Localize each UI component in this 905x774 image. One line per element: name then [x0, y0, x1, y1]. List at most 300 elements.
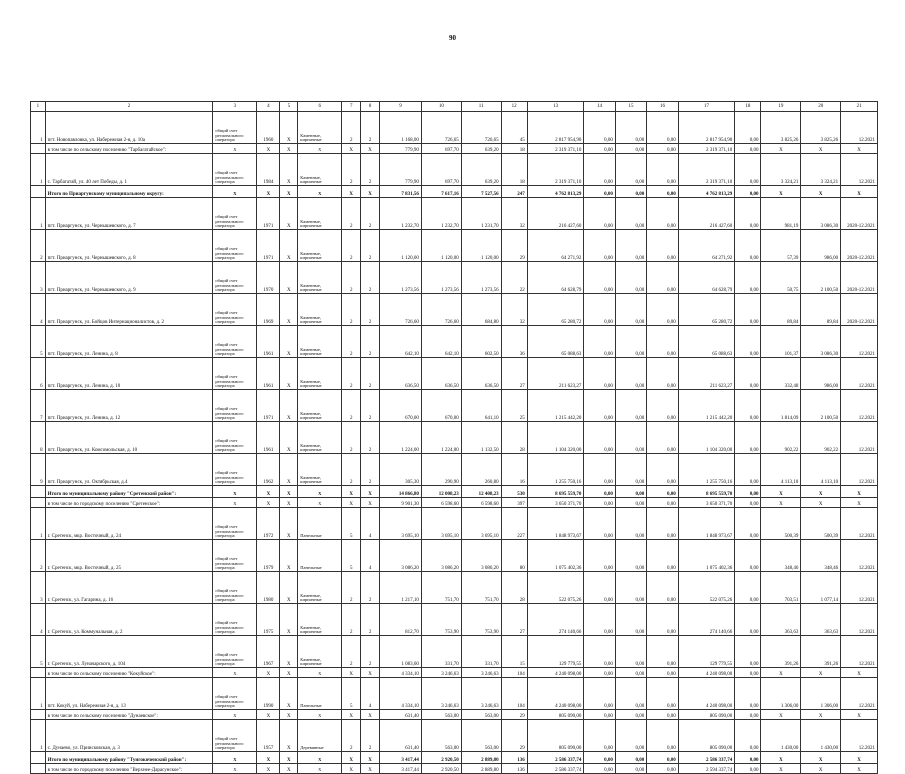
table-cell: 0,00	[615, 720, 646, 752]
table-cell: 805 090,00	[527, 720, 584, 752]
table-cell: Х	[342, 752, 361, 764]
table-cell	[31, 144, 46, 154]
table-cell: 101,37	[761, 326, 801, 358]
table-cell: Х	[361, 486, 380, 498]
table-cell: 0,00	[615, 604, 646, 636]
table-cell: 1 232,70	[421, 198, 461, 230]
table-cell: 0,00	[584, 604, 615, 636]
table-cell: общий счет регионального оператора	[213, 112, 257, 144]
table-cell: 684,80	[461, 294, 501, 326]
table-cell: Х	[213, 668, 257, 678]
table-cell: 1 848 973,67	[678, 508, 735, 540]
table-cell: с. Дунаево, ул. Приисковская, д. 3	[45, 720, 213, 752]
table-cell: общий счет регионального оператора	[213, 154, 257, 186]
table-cell: 0,00	[735, 262, 761, 294]
table-cell: общий счет регионального оператора	[213, 572, 257, 604]
header-cell: 10	[421, 102, 461, 112]
table-cell: Х	[257, 752, 280, 764]
table-cell: 2	[361, 454, 380, 486]
page-number: 90	[449, 34, 456, 42]
table-cell: 0,00	[647, 186, 678, 198]
table-cell: 1	[31, 720, 46, 752]
table-cell: 1 273,56	[380, 262, 422, 294]
table-cell: Х	[342, 498, 361, 508]
table-cell: 0,00	[735, 720, 761, 752]
table-cell: Каменные, кирпичные	[298, 294, 342, 326]
table-cell: 1967	[257, 636, 280, 668]
table-cell: 0,00	[735, 486, 761, 498]
table-cell: 642,10	[421, 326, 461, 358]
table-cell: 0,00	[584, 454, 615, 486]
table-cell: Х	[298, 752, 342, 764]
table-cell: 6	[31, 358, 46, 390]
table-cell: 391,26	[801, 636, 841, 668]
table-cell: Итого по муниципальному району "Сретенский район":	[45, 486, 213, 498]
table-cell: общий счет регионального оператора	[213, 720, 257, 752]
table-cell: Х	[280, 144, 298, 154]
table-cell: 8	[31, 422, 46, 454]
table-cell: г. Сретенск, ул. Луначарского, д. 104	[45, 636, 213, 668]
table-cell: 0,00	[584, 144, 615, 154]
table-cell: 28	[501, 422, 527, 454]
table-cell: Каменные, кирпичные	[298, 604, 342, 636]
table-cell: 0,00	[584, 636, 615, 668]
table-cell: 2	[342, 720, 361, 752]
table-cell: 4 240 098,00	[527, 668, 584, 678]
table-cell: Х	[841, 668, 878, 678]
table-cell: 2 319 371,10	[527, 144, 584, 154]
table-cell: Итого по муниципальному району "Тунгокоченский район":	[45, 752, 213, 764]
table-cell: Х	[342, 710, 361, 720]
table-row	[31, 636, 878, 668]
table-cell: 1 306,00	[761, 678, 801, 710]
table-cell: Х	[280, 422, 298, 454]
table-cell: 348,46	[761, 540, 801, 572]
table-cell: Х	[257, 764, 280, 774]
table-cell: Х	[280, 764, 298, 774]
header-cell: 5	[280, 102, 298, 112]
table-cell: пгт. Приаргунск, ул. Ленина, д. 10	[45, 358, 213, 390]
table-cell: 65 280,72	[527, 294, 584, 326]
table-cell: 12.2021	[841, 572, 878, 604]
table-cell: 0,00	[615, 636, 646, 668]
table-cell: 0,00	[584, 710, 615, 720]
table-cell: 89,84	[761, 294, 801, 326]
table-cell: 0,00	[735, 154, 761, 186]
table-cell: 2020-12.2021	[841, 262, 878, 294]
table-cell: 1 132,50	[461, 422, 501, 454]
table-cell: 812,70	[380, 604, 422, 636]
table-cell	[31, 186, 46, 198]
table-cell: 45	[501, 112, 527, 144]
table-cell: Каменные, кирпичные	[298, 262, 342, 294]
subtotal-row	[31, 668, 878, 678]
table-cell: 1 083,60	[380, 636, 422, 668]
table-cell: общий счет регионального оператора	[213, 454, 257, 486]
table-cell: 0,00	[647, 764, 678, 774]
table-cell: 2 920,50	[421, 752, 461, 764]
table-cell: 4	[361, 540, 380, 572]
table-cell: Х	[280, 508, 298, 540]
table-cell: 3	[31, 572, 46, 604]
table-cell: 2	[342, 262, 361, 294]
table-cell: 2	[342, 294, 361, 326]
table-cell: 4 762 813,29	[678, 186, 735, 198]
table-cell: Х	[342, 144, 361, 154]
table-cell: 0,00	[584, 262, 615, 294]
table-cell: 12.2021	[841, 540, 878, 572]
table-cell: Х	[213, 764, 257, 774]
table-row	[31, 508, 878, 540]
table-cell: пгт. Приаргунск, ул. Комсомольская, д. 10	[45, 422, 213, 454]
table-cell: 1990	[257, 678, 280, 710]
table-cell: 1 120,00	[461, 230, 501, 262]
table-cell: 0,00	[735, 540, 761, 572]
table-cell: Х	[342, 186, 361, 198]
table-cell: 0,00	[735, 604, 761, 636]
table-cell: 697,70	[421, 144, 461, 154]
table-cell: 12 408,23	[461, 486, 501, 498]
table-cell: 331,70	[461, 636, 501, 668]
table-cell: 3 825,26	[761, 112, 801, 144]
table-cell: Х	[213, 144, 257, 154]
table-cell: 0,00	[735, 636, 761, 668]
table-cell: 0,00	[615, 144, 646, 154]
table-cell: 0,00	[647, 422, 678, 454]
table-cell: Х	[280, 230, 298, 262]
table-cell: 3 695,10	[461, 508, 501, 540]
table-cell: Х	[257, 498, 280, 508]
table-cell: 36	[501, 326, 527, 358]
table-cell: Х	[213, 498, 257, 508]
table-cell: 639,20	[461, 144, 501, 154]
table-cell: 602,50	[461, 326, 501, 358]
table-cell: пгт. Новопавловка, ул. Набережная 2-я, д. 10а	[45, 112, 213, 144]
table-cell: 2	[31, 230, 46, 262]
table-cell: 0,00	[615, 422, 646, 454]
table-cell: 1 848 973,67	[527, 508, 584, 540]
table-cell: 363,63	[761, 604, 801, 636]
table-cell	[31, 668, 46, 678]
table-cell: 0,00	[735, 508, 761, 540]
table-cell: Х	[761, 710, 801, 720]
table-cell: 0,00	[615, 112, 646, 144]
table-cell: Х	[298, 764, 342, 774]
table-cell: 0,00	[584, 198, 615, 230]
table-cell: 29	[501, 720, 527, 752]
table-cell: 12.2021	[841, 454, 878, 486]
table-cell: 805 090,00	[678, 720, 735, 752]
table-cell: Х	[257, 144, 280, 154]
table-cell: 522 075,26	[678, 572, 735, 604]
total-row	[31, 752, 878, 764]
table-row	[31, 262, 878, 294]
table-cell: общий счет регионального оператора	[213, 198, 257, 230]
table-cell: Х	[298, 486, 342, 498]
table-cell	[31, 710, 46, 720]
table-cell	[31, 752, 46, 764]
table-cell: 57,39	[761, 230, 801, 262]
table-cell: общий счет регионального оператора	[213, 508, 257, 540]
table-cell: 32	[501, 294, 527, 326]
table-cell: 1984	[257, 154, 280, 186]
table-cell: 8 695 559,70	[527, 486, 584, 498]
table-cell: Х	[298, 186, 342, 198]
table-cell: 0,00	[647, 678, 678, 710]
table-cell: 1971	[257, 230, 280, 262]
table-cell: 391,26	[761, 636, 801, 668]
table-cell: 0,00	[615, 358, 646, 390]
table-cell: 0,00	[647, 498, 678, 508]
table-cell: 9	[31, 454, 46, 486]
table-cell: 0,00	[735, 710, 761, 720]
table-cell: 0,00	[615, 154, 646, 186]
table-cell: 986,00	[801, 358, 841, 390]
table-cell: 2	[342, 572, 361, 604]
table-cell: 331,70	[421, 636, 461, 668]
table-cell: 697,70	[421, 154, 461, 186]
table-cell: 0,00	[735, 668, 761, 678]
table-row	[31, 720, 878, 752]
table-cell: 136	[501, 764, 527, 774]
table-cell: 0,00	[735, 390, 761, 422]
table-cell: 3 246,63	[461, 668, 501, 678]
header-cell: 12	[501, 102, 527, 112]
subtotal-row	[31, 144, 878, 154]
table-cell: 2 319 371,10	[678, 154, 735, 186]
table-row	[31, 112, 878, 144]
table-cell: 64 628,79	[527, 262, 584, 294]
table-cell: в том числе по городскому поселению "Верхнее-Дарасунское":	[45, 764, 213, 774]
table-cell: 1 306,00	[801, 678, 841, 710]
table-cell: 0,00	[735, 498, 761, 508]
table-cell: общий счет регионального оператора	[213, 326, 257, 358]
table-cell: г. Сретенск, мкр. Восточный, д. 25	[45, 540, 213, 572]
table-cell: 6 598,60	[461, 498, 501, 508]
table-cell: 1 232,70	[380, 198, 422, 230]
table-cell: Х	[361, 186, 380, 198]
table-cell: общий счет регионального оператора	[213, 262, 257, 294]
table-cell: 0,00	[615, 486, 646, 498]
table-cell: 2	[342, 326, 361, 358]
table-cell: в том числе по сельскому поселению "Дунаевское":	[45, 710, 213, 720]
table-cell: 0,00	[735, 144, 761, 154]
table-cell: Х	[280, 186, 298, 198]
table-cell: Каменные, кирпичные	[298, 154, 342, 186]
table-cell: 2	[361, 198, 380, 230]
table-cell: 2 586 337,74	[678, 752, 735, 764]
total-row	[31, 186, 878, 198]
table-cell: 3 650 371,70	[678, 498, 735, 508]
table-cell: 64 628,79	[678, 262, 735, 294]
table-cell: 2	[361, 154, 380, 186]
table-cell: 4	[31, 604, 46, 636]
table-cell: пгт. Приаргунск, ул. Октябрьская, д.4	[45, 454, 213, 486]
table-cell: Каменные, кирпичные	[298, 636, 342, 668]
table-cell: 1 273,56	[421, 262, 461, 294]
header-cell: 15	[615, 102, 646, 112]
table-cell: 1975	[257, 604, 280, 636]
table-cell: 1 224,00	[421, 422, 461, 454]
table-cell: 1961	[257, 326, 280, 358]
table-cell: 0,00	[735, 454, 761, 486]
table-cell: Х	[298, 498, 342, 508]
table-cell	[31, 498, 46, 508]
table-cell: в том числе по городскому поселению "Сретенское":	[45, 498, 213, 508]
table-cell: 0,00	[584, 678, 615, 710]
table-cell: 2	[361, 230, 380, 262]
table-cell: 2	[342, 390, 361, 422]
table-cell: Х	[761, 752, 801, 764]
table-cell: 0,00	[584, 390, 615, 422]
table-cell: 12.2021	[841, 358, 878, 390]
table-cell: 1 120,00	[380, 230, 422, 262]
table-cell: 2020-12.2021	[841, 294, 878, 326]
header-cell: 19	[761, 102, 801, 112]
table-cell: 753,90	[461, 604, 501, 636]
table-cell: 636,50	[421, 358, 461, 390]
table-cell: 1 224,00	[380, 422, 422, 454]
table-cell: 27	[501, 604, 527, 636]
table-cell: г. Сретенск, мкр. Восточный, д. 24	[45, 508, 213, 540]
table-row	[31, 326, 878, 358]
table-cell: общий счет регионального оператора	[213, 636, 257, 668]
header-cell: 16	[647, 102, 678, 112]
table-cell: Х	[761, 144, 801, 154]
table-cell: 0,00	[615, 230, 646, 262]
table-cell: 0,00	[615, 186, 646, 198]
table-cell: 1979	[257, 540, 280, 572]
table-cell: Х	[213, 186, 257, 198]
header-row	[31, 102, 878, 112]
table-cell: 0,00	[647, 230, 678, 262]
table-cell: 0,00	[615, 508, 646, 540]
table-cell: 28	[501, 572, 527, 604]
table-cell: 726,60	[380, 294, 422, 326]
table-row	[31, 422, 878, 454]
table-cell: 12.2021	[841, 636, 878, 668]
table-cell: 1 104 320,00	[527, 422, 584, 454]
table-cell: 1	[31, 198, 46, 230]
table-cell: 4	[31, 294, 46, 326]
table-cell: 7 831,56	[380, 186, 422, 198]
table-cell: Х	[342, 668, 361, 678]
table-cell: 2	[361, 636, 380, 668]
table-cell: 636,50	[380, 358, 422, 390]
table-cell: 0,00	[584, 154, 615, 186]
table-cell: Панельные	[298, 540, 342, 572]
table-cell: 563,00	[461, 720, 501, 752]
table-cell: 0,00	[647, 710, 678, 720]
table-cell: 2	[342, 198, 361, 230]
table-cell: 9 901,30	[380, 498, 422, 508]
table-cell: 670,00	[421, 390, 461, 422]
table-cell: 563,00	[421, 710, 461, 720]
header-cell: 18	[735, 102, 761, 112]
table-cell: 2	[342, 230, 361, 262]
table-cell: Х	[280, 198, 298, 230]
table-cell: 0,00	[584, 508, 615, 540]
table-cell: 89,84	[801, 294, 841, 326]
table-cell: 0,00	[647, 112, 678, 144]
table-cell: 2 100,50	[801, 262, 841, 294]
table-cell: 274 140,66	[678, 604, 735, 636]
table-cell: 5	[31, 636, 46, 668]
table-cell: Каменные, кирпичные	[298, 422, 342, 454]
table-cell: пгт. Приаргунск, ул. Бойцов Интернационалистов, д. 2	[45, 294, 213, 326]
table-cell: 0,00	[584, 764, 615, 774]
table-cell: Х	[841, 144, 878, 154]
table-cell: 2 586 337,74	[527, 752, 584, 764]
table-cell: 0,00	[735, 764, 761, 774]
table-cell: 12.2021	[841, 112, 878, 144]
table-cell: 64 271,92	[678, 230, 735, 262]
table-cell: 0,00	[584, 572, 615, 604]
table-cell: 0,00	[584, 486, 615, 498]
header-cell: 4	[257, 102, 280, 112]
table-cell: 65 088,63	[678, 326, 735, 358]
table-cell: 0,00	[615, 668, 646, 678]
table-cell: 4 334,10	[380, 668, 422, 678]
table-cell: Х	[761, 764, 801, 774]
table-cell: 129 779,55	[678, 636, 735, 668]
table-cell: Х	[761, 186, 801, 198]
table-cell: 0,00	[647, 198, 678, 230]
table-cell: Х	[257, 486, 280, 498]
table-cell: 0,00	[615, 540, 646, 572]
table-cell: 0,00	[735, 572, 761, 604]
table-cell: Х	[213, 710, 257, 720]
table-cell: Деревянные	[298, 720, 342, 752]
table-cell: 0,00	[584, 540, 615, 572]
table-cell: 805 090,00	[678, 710, 735, 720]
table-cell: 0,00	[647, 572, 678, 604]
table-cell: 3 086,30	[801, 326, 841, 358]
table-cell: 332,48	[761, 358, 801, 390]
table-cell: 779,90	[380, 154, 422, 186]
table-cell	[31, 764, 46, 774]
table-cell: 1	[31, 678, 46, 710]
table-cell: Каменные, кирпичные	[298, 112, 342, 144]
table-cell: Х	[841, 764, 878, 774]
table-cell: 4 240 098,00	[678, 668, 735, 678]
table-cell: 726,65	[421, 112, 461, 144]
table-cell: 1972	[257, 508, 280, 540]
table-cell: 0,00	[584, 720, 615, 752]
table-cell: 0,00	[615, 752, 646, 764]
table-cell: 5	[342, 540, 361, 572]
table-cell: 563,00	[461, 710, 501, 720]
table-cell: Х	[361, 498, 380, 508]
table-cell: 751,70	[461, 572, 501, 604]
subtotal-row	[31, 764, 878, 774]
subtotal-row	[31, 498, 878, 508]
table-cell: Х	[801, 752, 841, 764]
table-cell: 305,30	[380, 454, 422, 486]
table-cell: 5	[31, 326, 46, 358]
table-cell: общий счет регионального оператора	[213, 540, 257, 572]
table-cell: 0,00	[735, 422, 761, 454]
table-cell: 3 246,63	[421, 668, 461, 678]
table-cell: г. Сретенск, ул. Гагарина, д. 16	[45, 572, 213, 604]
table-cell: 4	[361, 678, 380, 710]
table-cell: 1961	[257, 422, 280, 454]
table-cell: Х	[213, 752, 257, 764]
table-cell: 290,90	[421, 454, 461, 486]
table-row	[31, 678, 878, 710]
table-cell: 3 086,20	[421, 540, 461, 572]
table-cell: 631,40	[380, 710, 422, 720]
